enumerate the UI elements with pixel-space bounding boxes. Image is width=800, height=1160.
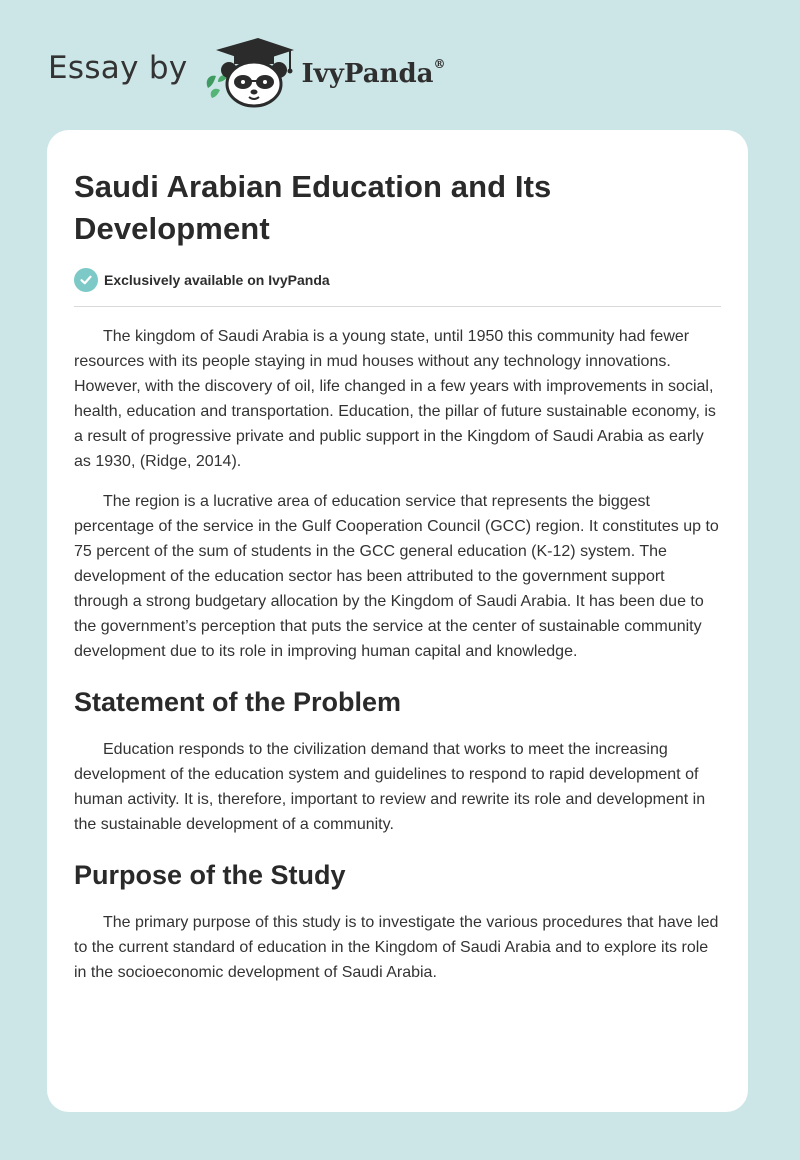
brand-prefix: Essay by [48, 50, 188, 86]
brand-header[interactable] [48, 36, 446, 108]
section-heading-problem: Statement of the Problem [74, 687, 402, 717]
exclusive-badge [74, 268, 721, 307]
section-paragraph-problem: Education responds to the civilization demand that works to meet the increasing development of the education system and guidelines to respond to rapid development of human activity. It is, therefore, important to review and rewrite its role and development in the sustainable development of a community. [74, 741, 706, 833]
body-paragraph: The kingdom of Saudi Arabia is a young state, until 1950 this community had fewer resources with its people staying in mud houses without any technology innovations. However, with the discovery of oil, life changed in a few years with improvements in social, health, education and transportation. Education, the pillar of future sustainable economy, is a result of progressive private and public support in the Kingdom of Saudi Arabia as early as 1930, (Ridge, 2014). [74, 328, 716, 470]
body-paragraph: The region is a lucrative area of education service that represents the biggest percentage of the service in the Gulf Cooperation Council (GCC) region. It constitutes up to 75 percent of the sum of students in the GCC general education (K-12) system. The development of the education sector has been attributed to the government support through a strong budgetary allocation by the Kingdom of Saudi Arabia. It has been due to the government’s perception that puts the service at the center of sustainable community development due to its role in improving human capital and knowledge. [74, 493, 719, 660]
page-title: Saudi Arabian Education and Its Development [74, 169, 552, 246]
panda-graduate-icon [202, 36, 298, 108]
essay-card [47, 130, 748, 1112]
section-heading-purpose: Purpose of the Study [74, 860, 346, 890]
exclusive-badge-label: Exclusively available on IvyPanda [104, 272, 330, 288]
check-circle-icon [74, 268, 98, 292]
brand-name: IvyPanda® [301, 57, 446, 89]
section-paragraph-purpose: The primary purpose of this study is to investigate the various procedures that have led to the current standard of education in the Kingdom of Saudi Arabia and to explore its role in the socioeconomic development of Saudi Arabia. [74, 914, 719, 981]
registered-mark: ® [433, 57, 446, 72]
